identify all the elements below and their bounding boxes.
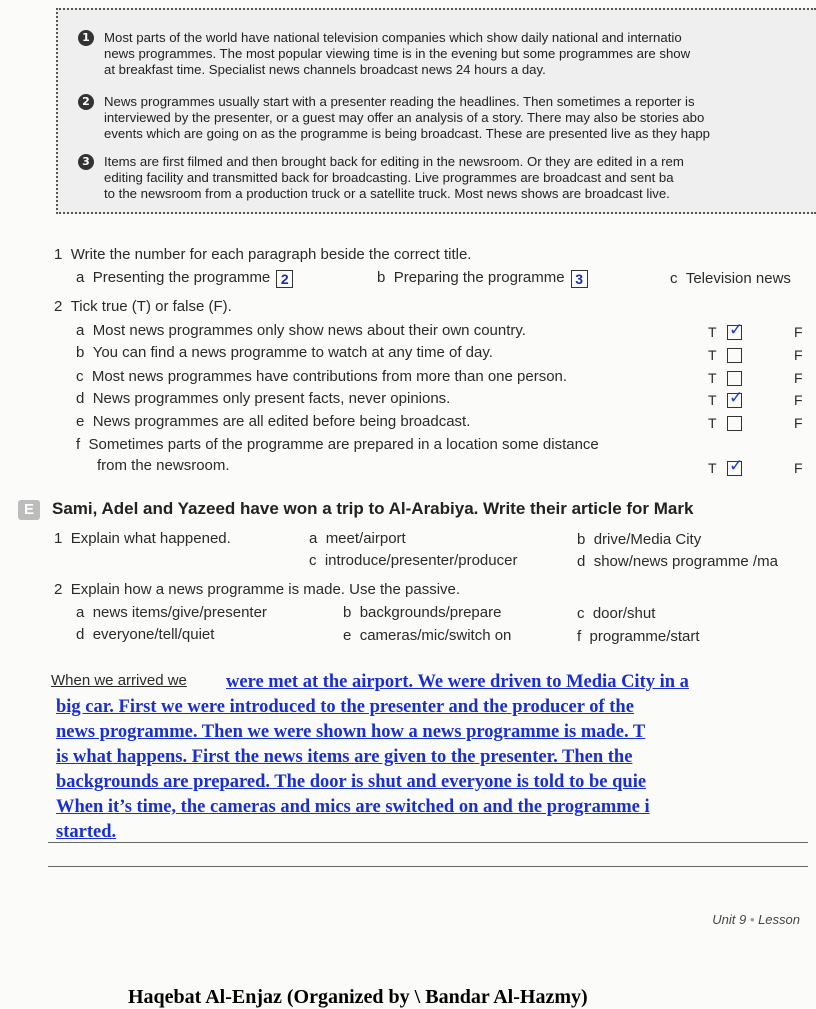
answer-line[interactable]: news programme. Then we were shown how a news programme is made. T — [56, 722, 646, 742]
true-label: T — [708, 460, 717, 476]
false-label: F — [794, 370, 803, 386]
tf-statement: e News programmes are all edited before being broadcast. — [76, 413, 471, 430]
e-q2-item: f programme/start — [577, 628, 700, 645]
e-q1-item: b drive/Media City — [577, 531, 702, 548]
false-label: F — [794, 347, 803, 363]
paragraph-line: News programmes usually start with a presenter reading the headlines. Then sometimes a reporter is — [104, 94, 695, 109]
true-label: T — [708, 370, 717, 386]
tf-statement: b You can find a news programme to watch at any time of day. — [76, 344, 493, 361]
answer-rule — [48, 842, 808, 843]
answer-line[interactable]: were met at the airport. We were driven to Media City in a — [226, 672, 689, 692]
e-q2-item: a news items/give/presenter — [76, 604, 267, 621]
check-icon: ✓ — [729, 320, 744, 340]
writing-prompt: When we arrived we — [51, 672, 187, 689]
answer-line[interactable]: When it’s time, the cameras and mics are switched on and the programme i — [56, 797, 650, 817]
e-q2-item: d everyone/tell/quiet — [76, 626, 215, 643]
answer-box[interactable]: 2 — [276, 270, 293, 288]
tf-statement: c Most news programmes have contributions from more than one person. — [76, 368, 568, 385]
tf-statement: a Most news programmes only show news about their own country. — [76, 322, 526, 339]
true-checkbox[interactable] — [727, 416, 742, 431]
true-label: T — [708, 392, 717, 408]
false-label: F — [794, 392, 803, 408]
false-label: F — [794, 324, 803, 340]
tf-statement: f Sometimes parts of the programme are prepared in a location some distance — [76, 436, 599, 453]
page-footer: Unit 9 • Lesson — [712, 912, 800, 927]
paragraph-2 — [80, 94, 710, 142]
e-question-1: 1 Explain what happened. — [54, 530, 231, 547]
q1-item-c: c Television news — [670, 270, 791, 287]
tf-statement: d News programmes only present facts, never opinions. — [76, 390, 451, 407]
e-q1-item: d show/news programme /ma — [577, 553, 778, 570]
true-checkbox[interactable] — [727, 320, 744, 340]
true-label: T — [708, 415, 717, 431]
paragraph-1 — [80, 30, 690, 78]
paragraph-line: at breakfast time. Specialist news channels broadcast news 24 hours a day. — [104, 62, 546, 77]
false-label: F — [794, 460, 803, 476]
answer-line[interactable]: big car. First we were introduced to the presenter and the producer of the — [56, 697, 634, 717]
e-q2-item: c door/shut — [577, 605, 656, 622]
true-checkbox[interactable] — [727, 348, 742, 363]
check-icon: ✓ — [729, 456, 744, 476]
paragraph-line: events which are going on as the programme is being broadcast. These are presented live as they happ — [104, 126, 711, 141]
answer-line[interactable]: is what happens. First the news items are given to the presenter. Then the — [56, 747, 633, 767]
paragraph-line: interviewed by the presenter, or a guest may offer an analysis of a story. There may also be stories abo — [104, 110, 705, 125]
e-q1-item: a meet/airport — [309, 530, 406, 547]
true-label: T — [708, 347, 717, 363]
answer-line[interactable]: started. — [56, 822, 117, 842]
paragraph-number: 3 — [78, 154, 94, 170]
question-1: 1 Write the number for each paragraph beside the correct title. — [54, 246, 472, 263]
true-checkbox[interactable] — [727, 371, 742, 386]
true-checkbox[interactable] — [727, 456, 744, 476]
answer-line[interactable]: backgrounds are prepared. The door is shut and everyone is told to be quie — [56, 772, 647, 792]
paragraph-3 — [80, 154, 684, 202]
e-q1-item: c introduce/presenter/producer — [309, 552, 518, 569]
e-q2-item: b backgrounds/prepare — [343, 604, 502, 621]
paragraph-line: Items are first filmed and then brought back for editing in the newsroom. Or they are edited in a rem — [104, 154, 684, 169]
tf-statement-cont: from the newsroom. — [97, 457, 230, 474]
organizer-credit: Haqebat Al-Enjaz (Organized by \ Bandar Al-Hazmy) — [128, 986, 588, 1008]
e-question-2: 2 Explain how a news programme is made. Use the passive. — [54, 581, 461, 598]
answer-box[interactable]: 3 — [571, 270, 588, 288]
question-2: 2 Tick true (T) or false (F). — [54, 298, 232, 315]
true-label: T — [708, 324, 717, 340]
q1-item-b: b Preparing the programme 3 — [377, 269, 588, 288]
paragraph-line: Most parts of the world have national television companies which show daily national and internatio — [104, 30, 682, 45]
e-q2-item: e cameras/mic/switch on — [343, 627, 512, 644]
answer-rule — [48, 866, 808, 867]
paragraph-line: news programmes. The most popular viewing time is in the evening but some programmes are show — [104, 46, 691, 61]
q1-item-a: a Presenting the programme 2 — [76, 269, 293, 288]
paragraph-line: to the newsroom from a production truck or a satellite truck. Most news shows are broadcast live. — [104, 186, 670, 201]
paragraph-number: 1 — [78, 30, 94, 46]
check-icon: ✓ — [729, 388, 744, 408]
section-e-badge: E — [18, 500, 40, 520]
true-checkbox[interactable] — [727, 388, 744, 408]
section-e-heading: Sami, Adel and Yazeed have won a trip to Al-Arabiya. Write their article for Mark — [52, 499, 694, 518]
paragraph-number: 2 — [78, 94, 94, 110]
paragraph-line: editing facility and transmitted back for broadcasting. Live programmes are broadcast and sent ba — [104, 170, 674, 185]
false-label: F — [794, 415, 803, 431]
